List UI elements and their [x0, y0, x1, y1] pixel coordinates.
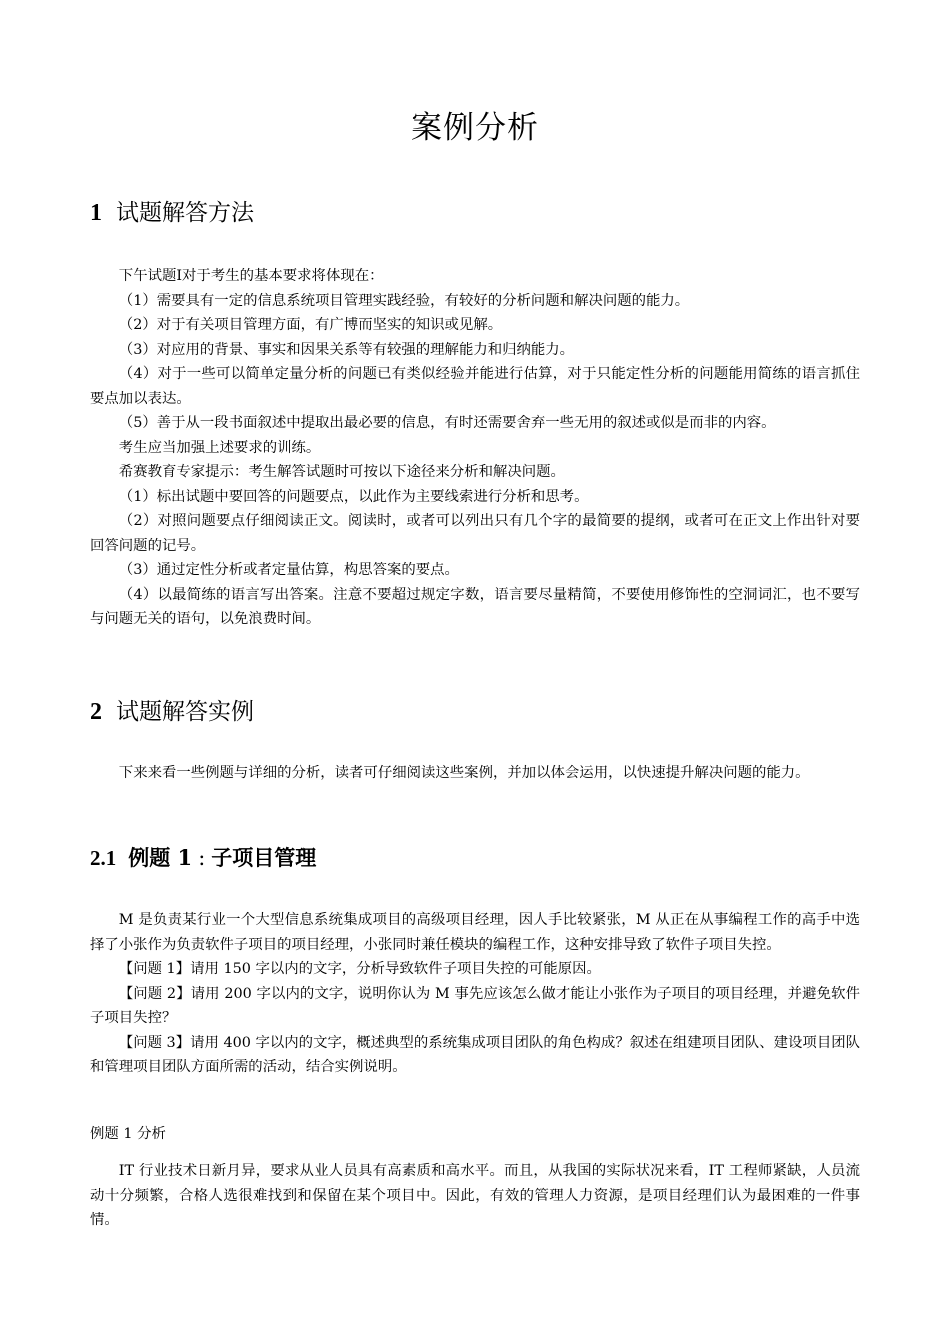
question-item: 【问题 3】请用 400 字以内的文字，概述典型的系统集成项目团队的角色构成？叙述在组建项目团队、建设项目团队和管理项目团队方面所需的活动，结合实例说明。 — [90, 1034, 860, 1075]
list-item: （4）以最简练的语言写出答案。注意不要超过规定字数，语言要尽量精简，不要使用修饰性的空洞词汇，也不要写与问题无关的语句，以免浪费时间。 — [90, 586, 860, 627]
section-2-number: 2 — [90, 699, 102, 725]
analysis-label: 例题 1 分析 — [90, 1126, 166, 1142]
section-1-number: 1 — [90, 200, 102, 226]
document-title: 案例分析 — [411, 110, 539, 146]
analysis-label-block — [90, 1122, 860, 1147]
section-2-heading — [90, 697, 254, 727]
section-2-body — [90, 761, 860, 786]
section-2-1-title-b: 子项目管理 — [211, 845, 317, 870]
section-1-title: 试题解答方法 — [116, 200, 254, 226]
section-2-1-title-a: 例题 1 — [128, 845, 193, 870]
paragraph: IT 行业技术日新月异，要求从业人员具有高素质和高水平。而且，从我国的实际状况来看，IT 工程师紧缺，人员流动十分频繁，合格人选很难找到和保留在某个项目中。因此，有效的管理人力资源，是项目经理们认为最困难的一件事情。 — [90, 1163, 860, 1228]
section-2-1-separator: : — [198, 846, 206, 870]
list-item: （4）对于一些可以简单定量分析的问题已有类似经验并能进行估算，对于只能定性分析的问题能用简练的语言抓住要点加以表达。 — [90, 366, 860, 407]
question-item: 【问题 1】请用 150 字以内的文字，分析导致软件子项目失控的可能原因。 — [118, 961, 601, 977]
analysis-body — [90, 1159, 860, 1233]
section-1-body — [90, 264, 860, 632]
section-1-heading — [90, 198, 254, 228]
list-item: （3）对应用的背景、事实和因果关系等有较强的理解能力和归纳能力。 — [118, 341, 575, 358]
list-item: （2）对于有关项目管理方面，有广博而坚实的知识或见解。 — [118, 317, 503, 333]
list-item: （1）需要具有一定的信息系统项目管理实践经验，有较好的分析问题和解决问题的能力。 — [118, 292, 690, 309]
question-item: 【问题 2】请用 200 字以内的文字，说明你认为 M 事先应该怎么做才能让小张作为子项目的项目经理，并避免软件子项目失控？ — [90, 985, 860, 1026]
section-2-1-number: 2.1 — [90, 846, 117, 870]
section-2-1-heading — [90, 843, 316, 873]
section-2-title: 试题解答实例 — [116, 699, 254, 725]
list-item: （1）标出试题中要回答的问题要点，以此作为主要线索进行分析和思考。 — [118, 488, 589, 505]
paragraph: 考生应当加强上述要求的训练。 — [118, 439, 321, 456]
paragraph: 下来来看一些例题与详细的分析，读者可仔细阅读这些案例，并加以体会运用，以快速提升解决问题的能力。 — [118, 765, 810, 781]
section-2-1-body — [90, 908, 860, 1080]
list-item: （3）通过定性分析或者定量估算，构思答案的要点。 — [118, 562, 459, 578]
list-item: （2）对照问题要点仔细阅读正文。阅读时，或者可以列出只有几个字的最简要的提纲，或者可在正文上作出针对要回答问题的记号。 — [90, 513, 860, 554]
paragraph: 希赛教育专家提示：考生解答试题时可按以下途径来分析和解决问题。 — [118, 464, 565, 480]
paragraph: 下午试题Ⅰ对于考生的基本要求将体现在： — [118, 268, 384, 284]
paragraph: M 是负责某行业一个大型信息系统集成项目的高级项目经理，因人手比较紧张，M 从正在从事编程工作的高手中选择了小张作为负责软件子项目的项目经理，小张同时兼任模块的编程工作，这种安排导致了软件子项目失控。 — [90, 912, 860, 953]
list-item: （5）善于从一段书面叙述中提取出最必要的信息，有时还需要舍弃一些无用的叙述或似是而非的内容。 — [118, 415, 776, 431]
